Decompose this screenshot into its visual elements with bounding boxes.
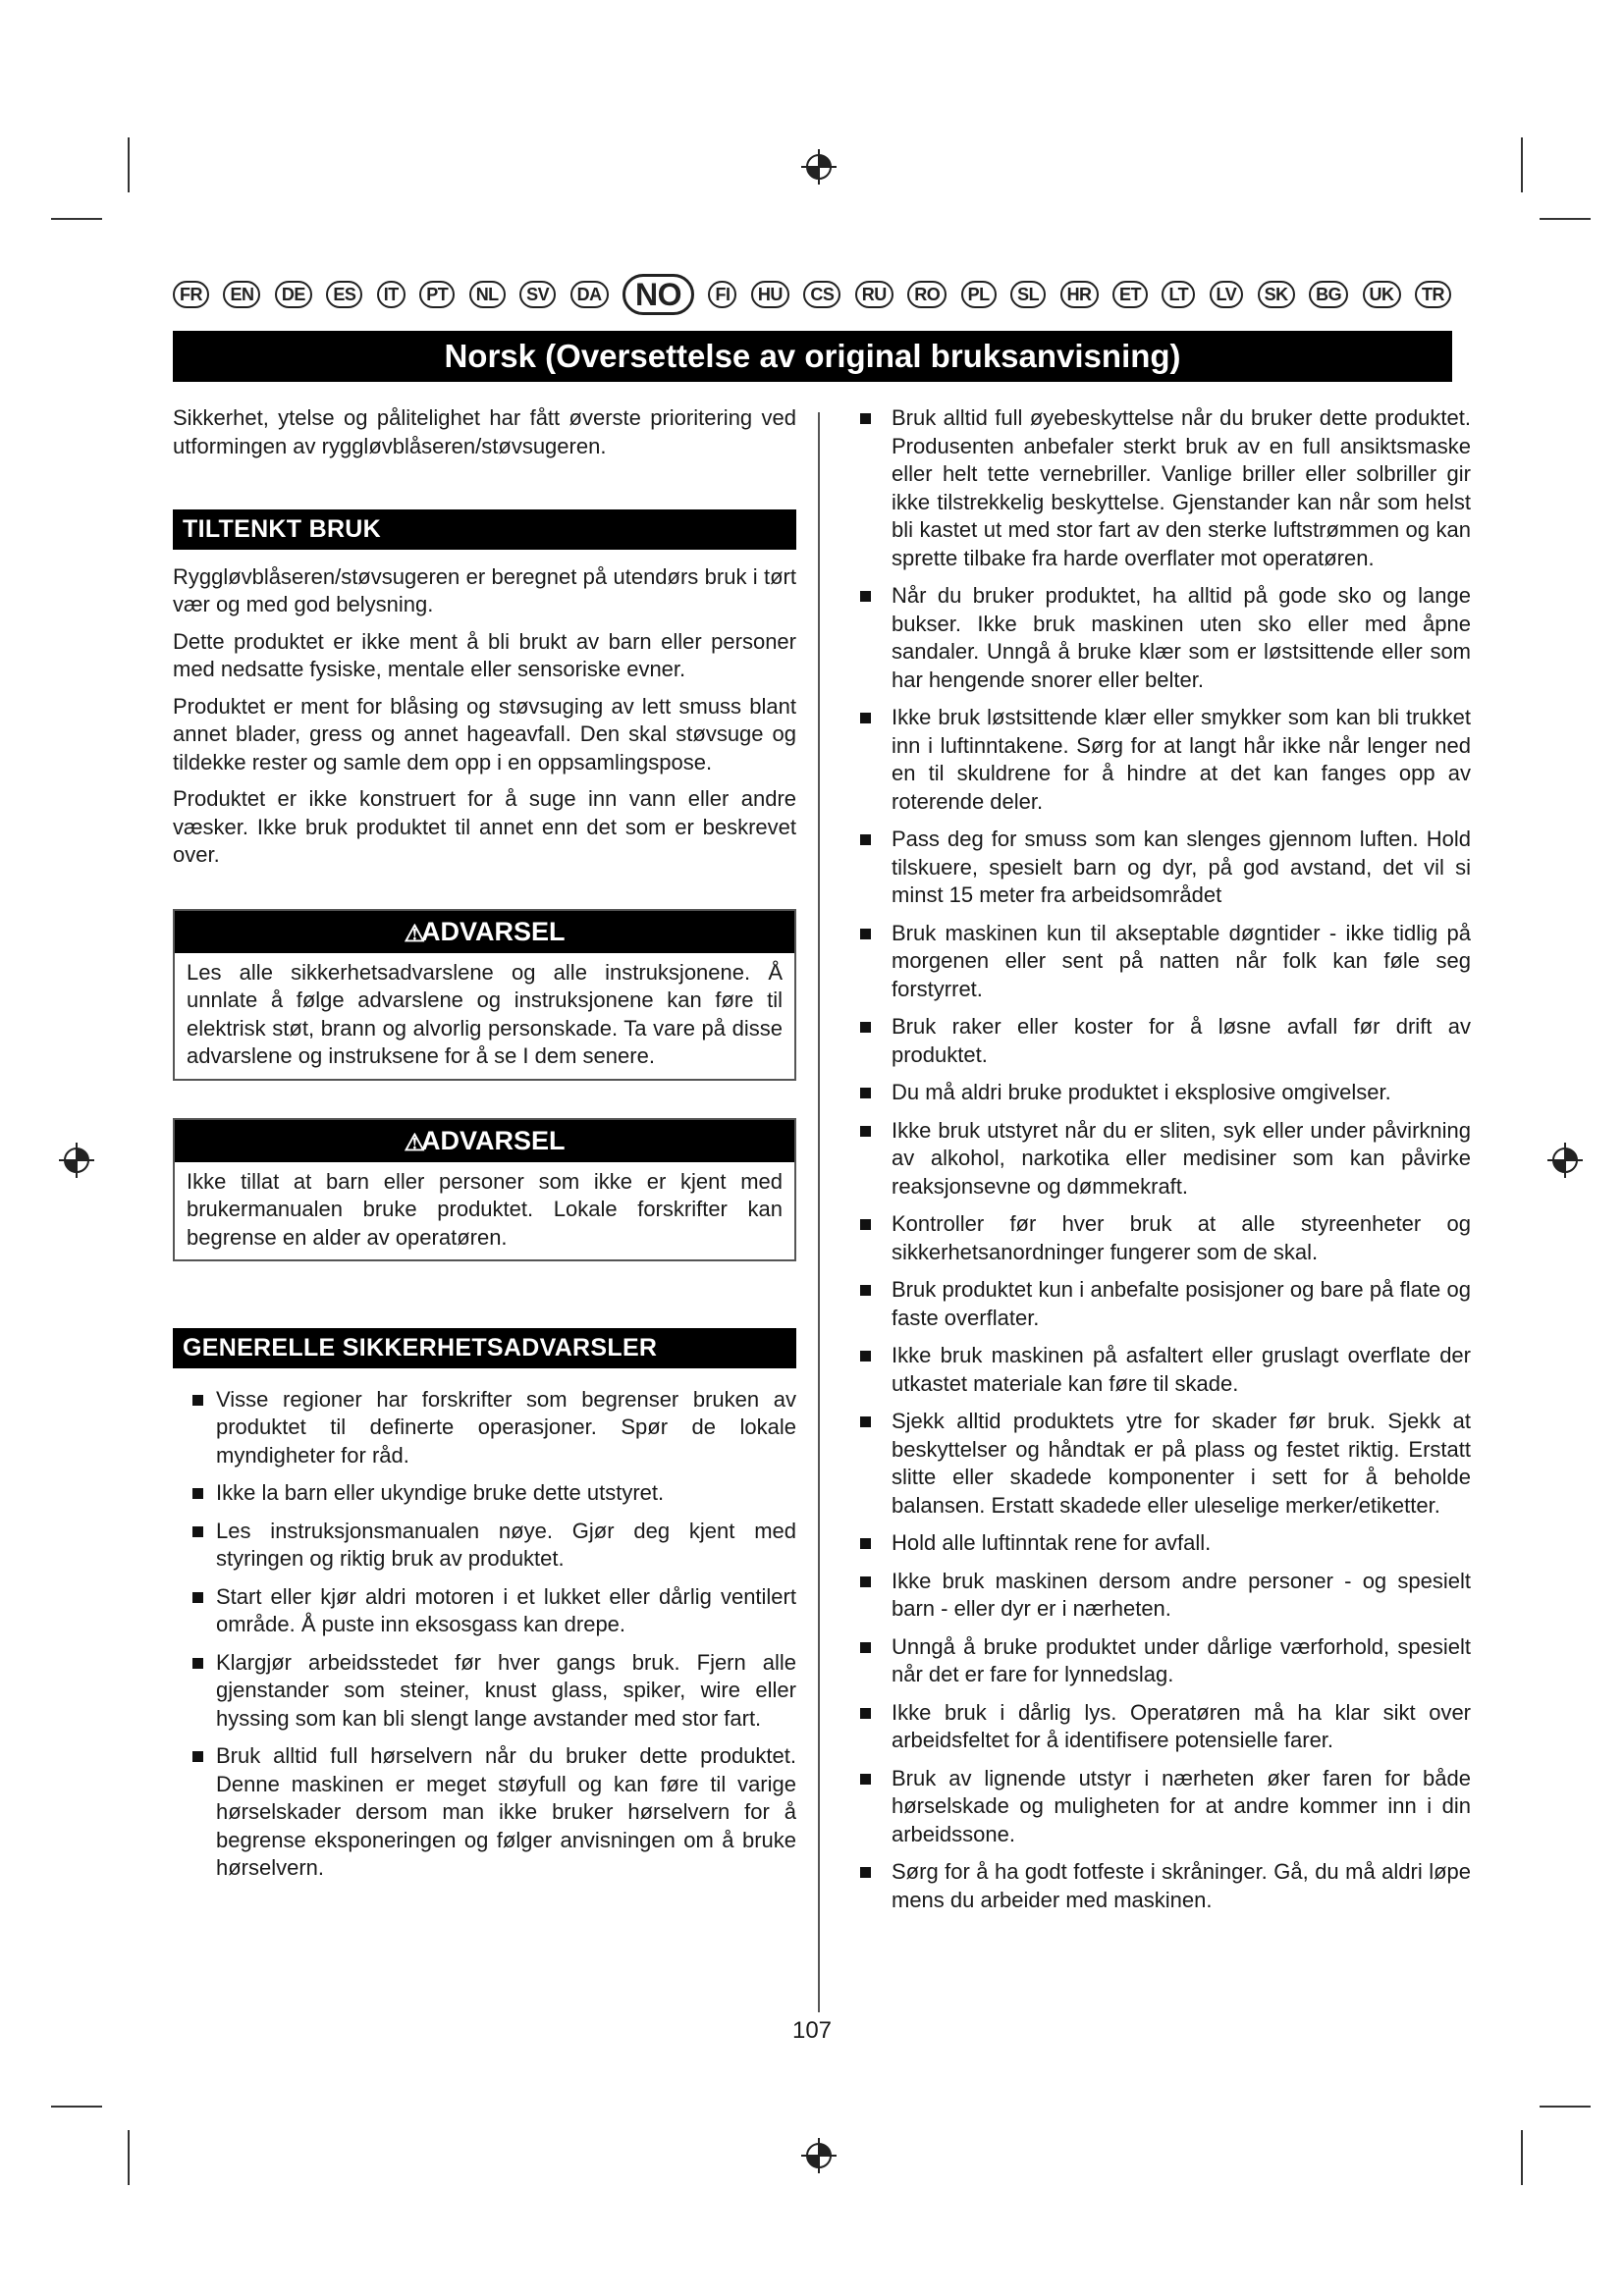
language-tab-pl: PL: [961, 281, 997, 308]
warning-box: [173, 909, 796, 1081]
crop-mark: [128, 137, 130, 192]
bullet-icon: [860, 1416, 871, 1427]
language-tab-ro: RO: [907, 281, 947, 308]
language-tab-fr: FR: [173, 281, 209, 308]
bullet-icon: [860, 1351, 871, 1362]
language-tab-lv: LV: [1210, 281, 1244, 308]
language-tab-hu: HU: [751, 281, 789, 308]
bullet-icon: [860, 1022, 871, 1033]
language-selector: [173, 273, 1451, 316]
crop-mark: [1521, 137, 1523, 192]
list-item: Bruk produktet kun i anbefalte posisjoner og bare på flate og faste overflater.: [860, 1276, 1471, 1332]
bullet-icon: [192, 1395, 203, 1406]
language-tab-da: DA: [570, 281, 609, 308]
warning-box: [173, 1118, 796, 1262]
registration-mark-icon: [1545, 1141, 1585, 1180]
language-tab-it: IT: [377, 281, 406, 308]
safety-list-left: [173, 1386, 796, 1883]
language-tab-de: DE: [275, 281, 312, 308]
list-item: Start eller kjør aldri motoren i et lukket eller dårlig ventilert område. Å puste inn eksosgass kan drepe.: [173, 1583, 796, 1639]
bullet-icon: [192, 1658, 203, 1669]
section-heading-intended-use: TILTENKT BRUK: [173, 509, 796, 550]
intended-use-paragraph: Produktet er ment for blåsing og støvsuging av lett smuss blant annet blader, gress og annet hageavfall. Den skal støvsuge og tildekke rester og samle dem opp i en oppsamlingspose.: [173, 693, 796, 774]
list-item: Hold alle luftinntak rene for avfall.: [860, 1529, 1471, 1558]
crop-mark: [51, 218, 102, 220]
intended-use-paragraph: Produktet er ikke konstruert for å suge inn vann eller andre væsker. Ikke bruk produktet til annet enn det som er beskrevet over.: [173, 786, 796, 867]
list-item: Ikke bruk i dårlig lys. Operatøren må ha klar sikt over arbeidsfeltet for å identifisere potensielle farer.: [860, 1699, 1471, 1755]
language-tab-es: ES: [326, 281, 362, 308]
page-number: 107: [791, 2017, 833, 2044]
language-tab-nl: NL: [469, 281, 506, 308]
list-item: Bruk alltid full hørselvern når du bruker dette produktet. Denne maskinen er meget støyfull og kan føre til varige hørselskader dersom man ikke bruker hørselvern for å begrense eksponeringen og følger anvisningen om å bruke hørselvern.: [173, 1742, 796, 1883]
bullet-icon: [860, 591, 871, 602]
list-item: Bruk raker eller koster for å løsne avfall før drift av produktet.: [860, 1013, 1471, 1069]
list-item: Kontroller før hver bruk at alle styreenheter og sikkerhetsanordninger fungerer som de skal.: [860, 1210, 1471, 1266]
language-tab-cs: CS: [803, 281, 840, 308]
intro-text: Sikkerhet, ytelse og pålitelighet har fått øverste prioritering ved utformingen av ryggløvblåseren/støvsugeren.: [173, 405, 796, 458]
crop-mark: [1540, 2106, 1591, 2108]
crop-mark: [1521, 2130, 1523, 2185]
bullet-icon: [192, 1526, 203, 1537]
list-item: Bruk alltid full øyebeskyttelse når du bruker dette produktet. Produsenten anbefaler sterkt bruk av en full ansiktsmaske eller helt tette vernebriller. Vanlige briller eller solbriller gir ikke tilstrekkelig beskyttelse. Gjenstander kan når som helst bli kastet ut med stor fart av den sterke luftstrømmen og kan sprette tilbake fra harde overflater mot operatøren.: [860, 404, 1471, 572]
bullet-icon: [860, 1642, 871, 1653]
registration-mark-icon: [57, 1141, 96, 1180]
bullet-icon: [860, 1088, 871, 1098]
right-column: [860, 404, 1471, 1924]
bullet-icon: [860, 1774, 871, 1785]
column-divider: [818, 412, 820, 2012]
list-item: Klargjør arbeidsstedet før hver gangs bruk. Fjern alle gjenstander som steiner, knust glass, spiker, wire eller hyssing som kan bli slengt lange avstander med stor fart.: [173, 1649, 796, 1734]
bullet-icon: [860, 834, 871, 845]
list-item: Ikke bruk løstsittende klær eller smykker som kan bli trukket inn i luftinntakene. Sørg for at langt hår ikke når lenger ned en til skuldrene for å hindre at det kan fanges opp av roterende deler.: [860, 704, 1471, 816]
list-item: Ikke la barn eller ukyndige bruke dette utstyret.: [173, 1479, 796, 1508]
warning-triangle-icon: ⚠: [404, 920, 425, 947]
language-tab-ru: RU: [855, 281, 893, 308]
list-item: Ikke bruk utstyret når du er sliten, syk eller under påvirkning av alkohol, narkotika eller medisiner som kan påvirke reaksjonsevne og dømmekraft.: [860, 1117, 1471, 1201]
bullet-icon: [860, 1708, 871, 1719]
intended-use-paragraph: Ryggløvblåseren/støvsugeren er beregnet på utendørs bruk i tørt vær og med god belysning.: [173, 563, 796, 616]
list-item: Sørg for å ha godt fotfeste i skråninger. Gå, du må aldri løpe mens du arbeider med maskinen.: [860, 1858, 1471, 1914]
intended-use-paragraph: Dette produktet er ikke ment å bli brukt av barn eller personer med nedsatte fysiske, mentale eller sensoriske evner.: [173, 628, 796, 681]
warning-text: Les alle sikkerhetsadvarslene og alle instruksjonene. Å unnlate å følge advarslene og instruksjonene kan føre til elektrisk støt, brann og alvorlig personskade. Ta vare på disse advarslene og instruksene for å se I dem senere.: [187, 959, 783, 1068]
bullet-icon: [860, 1576, 871, 1587]
language-tab-uk: UK: [1363, 281, 1401, 308]
crop-mark: [128, 2130, 130, 2185]
bullet-icon: [192, 1488, 203, 1499]
crop-mark: [1540, 218, 1591, 220]
warning-heading: ⚠ADVARSEL: [175, 1120, 794, 1162]
bullet-icon: [860, 1219, 871, 1230]
language-tab-tr: TR: [1415, 281, 1451, 308]
bullet-icon: [860, 1285, 871, 1296]
language-tab-sl: SL: [1010, 281, 1046, 308]
list-item: Pass deg for smuss som kan slenges gjennom luften. Hold tilskuere, spesielt barn og dyr, på god avstand, det vil si minst 15 meter fra arbeidsområdet: [860, 826, 1471, 910]
bullet-icon: [860, 1538, 871, 1549]
bullet-icon: [860, 1867, 871, 1878]
language-tab-no: NO: [623, 274, 694, 315]
warning-triangle-icon: ⚠: [404, 1129, 425, 1156]
list-item: Sjekk alltid produktets ytre for skader før bruk. Sjekk at beskyttelser og håndtak er på plass og festet riktig. Erstatt slitte eller skadede komponenter i sett for å beholde balansen. Erstatt skadede eller uleselige merker/etiketter.: [860, 1408, 1471, 1520]
page-title: Norsk (Oversettelse av original bruksanvisning): [173, 331, 1452, 382]
registration-mark-icon: [799, 147, 839, 187]
bullet-icon: [860, 413, 871, 424]
language-tab-sv: SV: [519, 281, 556, 308]
list-item: Bruk av lignende utstyr i nærheten øker faren for både hørselskade og muligheten for at andre kommer inn i din arbeidssone.: [860, 1765, 1471, 1849]
crop-mark: [51, 2106, 102, 2108]
language-tab-fi: FI: [708, 281, 736, 308]
language-tab-sk: SK: [1258, 281, 1295, 308]
language-tab-hr: HR: [1060, 281, 1099, 308]
list-item: Når du bruker produktet, ha alltid på gode sko og lange bukser. Ikke bruk maskinen uten sko eller med åpne sandaler. Unngå å bruke klær som er løstsittende eller som har hengende snorer eller belter.: [860, 582, 1471, 694]
bullet-icon: [860, 929, 871, 939]
list-item: Du må aldri bruke produktet i eksplosive omgivelser.: [860, 1079, 1471, 1107]
left-column: [173, 404, 796, 1893]
bullet-icon: [860, 1126, 871, 1137]
list-item: Bruk maskinen kun til akseptable døgntider - ikke tidlig på morgenen eller sent på natten når folk kan føle seg forstyrret.: [860, 920, 1471, 1004]
language-tab-lt: LT: [1162, 281, 1195, 308]
list-item: Unngå å bruke produktet under dårlige værforhold, spesielt når det er fare for lynnedslag.: [860, 1633, 1471, 1689]
bullet-icon: [192, 1751, 203, 1762]
section-heading-general-safety: GENERELLE SIKKERHETSADVARSLER: [173, 1328, 796, 1368]
language-tab-bg: BG: [1309, 281, 1348, 308]
list-item: Ikke bruk maskinen på asfaltert eller gruslagt overflate der utkastet materiale kan føre til skade.: [860, 1342, 1471, 1398]
language-tab-pt: PT: [419, 281, 455, 308]
warning-heading: ⚠ADVARSEL: [175, 911, 794, 953]
list-item: Visse regioner har forskrifter som begrenser bruken av produktet til definerte operasjoner. Spør de lokale myndigheter for råd.: [173, 1386, 796, 1470]
safety-list-right: [860, 404, 1471, 1914]
bullet-icon: [192, 1592, 203, 1603]
list-item: Ikke bruk maskinen dersom andre personer - og spesielt barn - eller dyr er i nærheten.: [860, 1568, 1471, 1624]
list-item: Les instruksjonsmanualen nøye. Gjør deg kjent med styringen og riktig bruk av produktet.: [173, 1518, 796, 1574]
language-tab-en: EN: [223, 281, 260, 308]
registration-mark-icon: [799, 2136, 839, 2175]
bullet-icon: [860, 713, 871, 723]
warning-text: Ikke tillat at barn eller personer som ikke er kjent med brukermanualen bruke produktet. Lokale forskrifter kan begrense en alder av operatøren.: [187, 1168, 783, 1250]
language-tab-et: ET: [1112, 281, 1148, 308]
